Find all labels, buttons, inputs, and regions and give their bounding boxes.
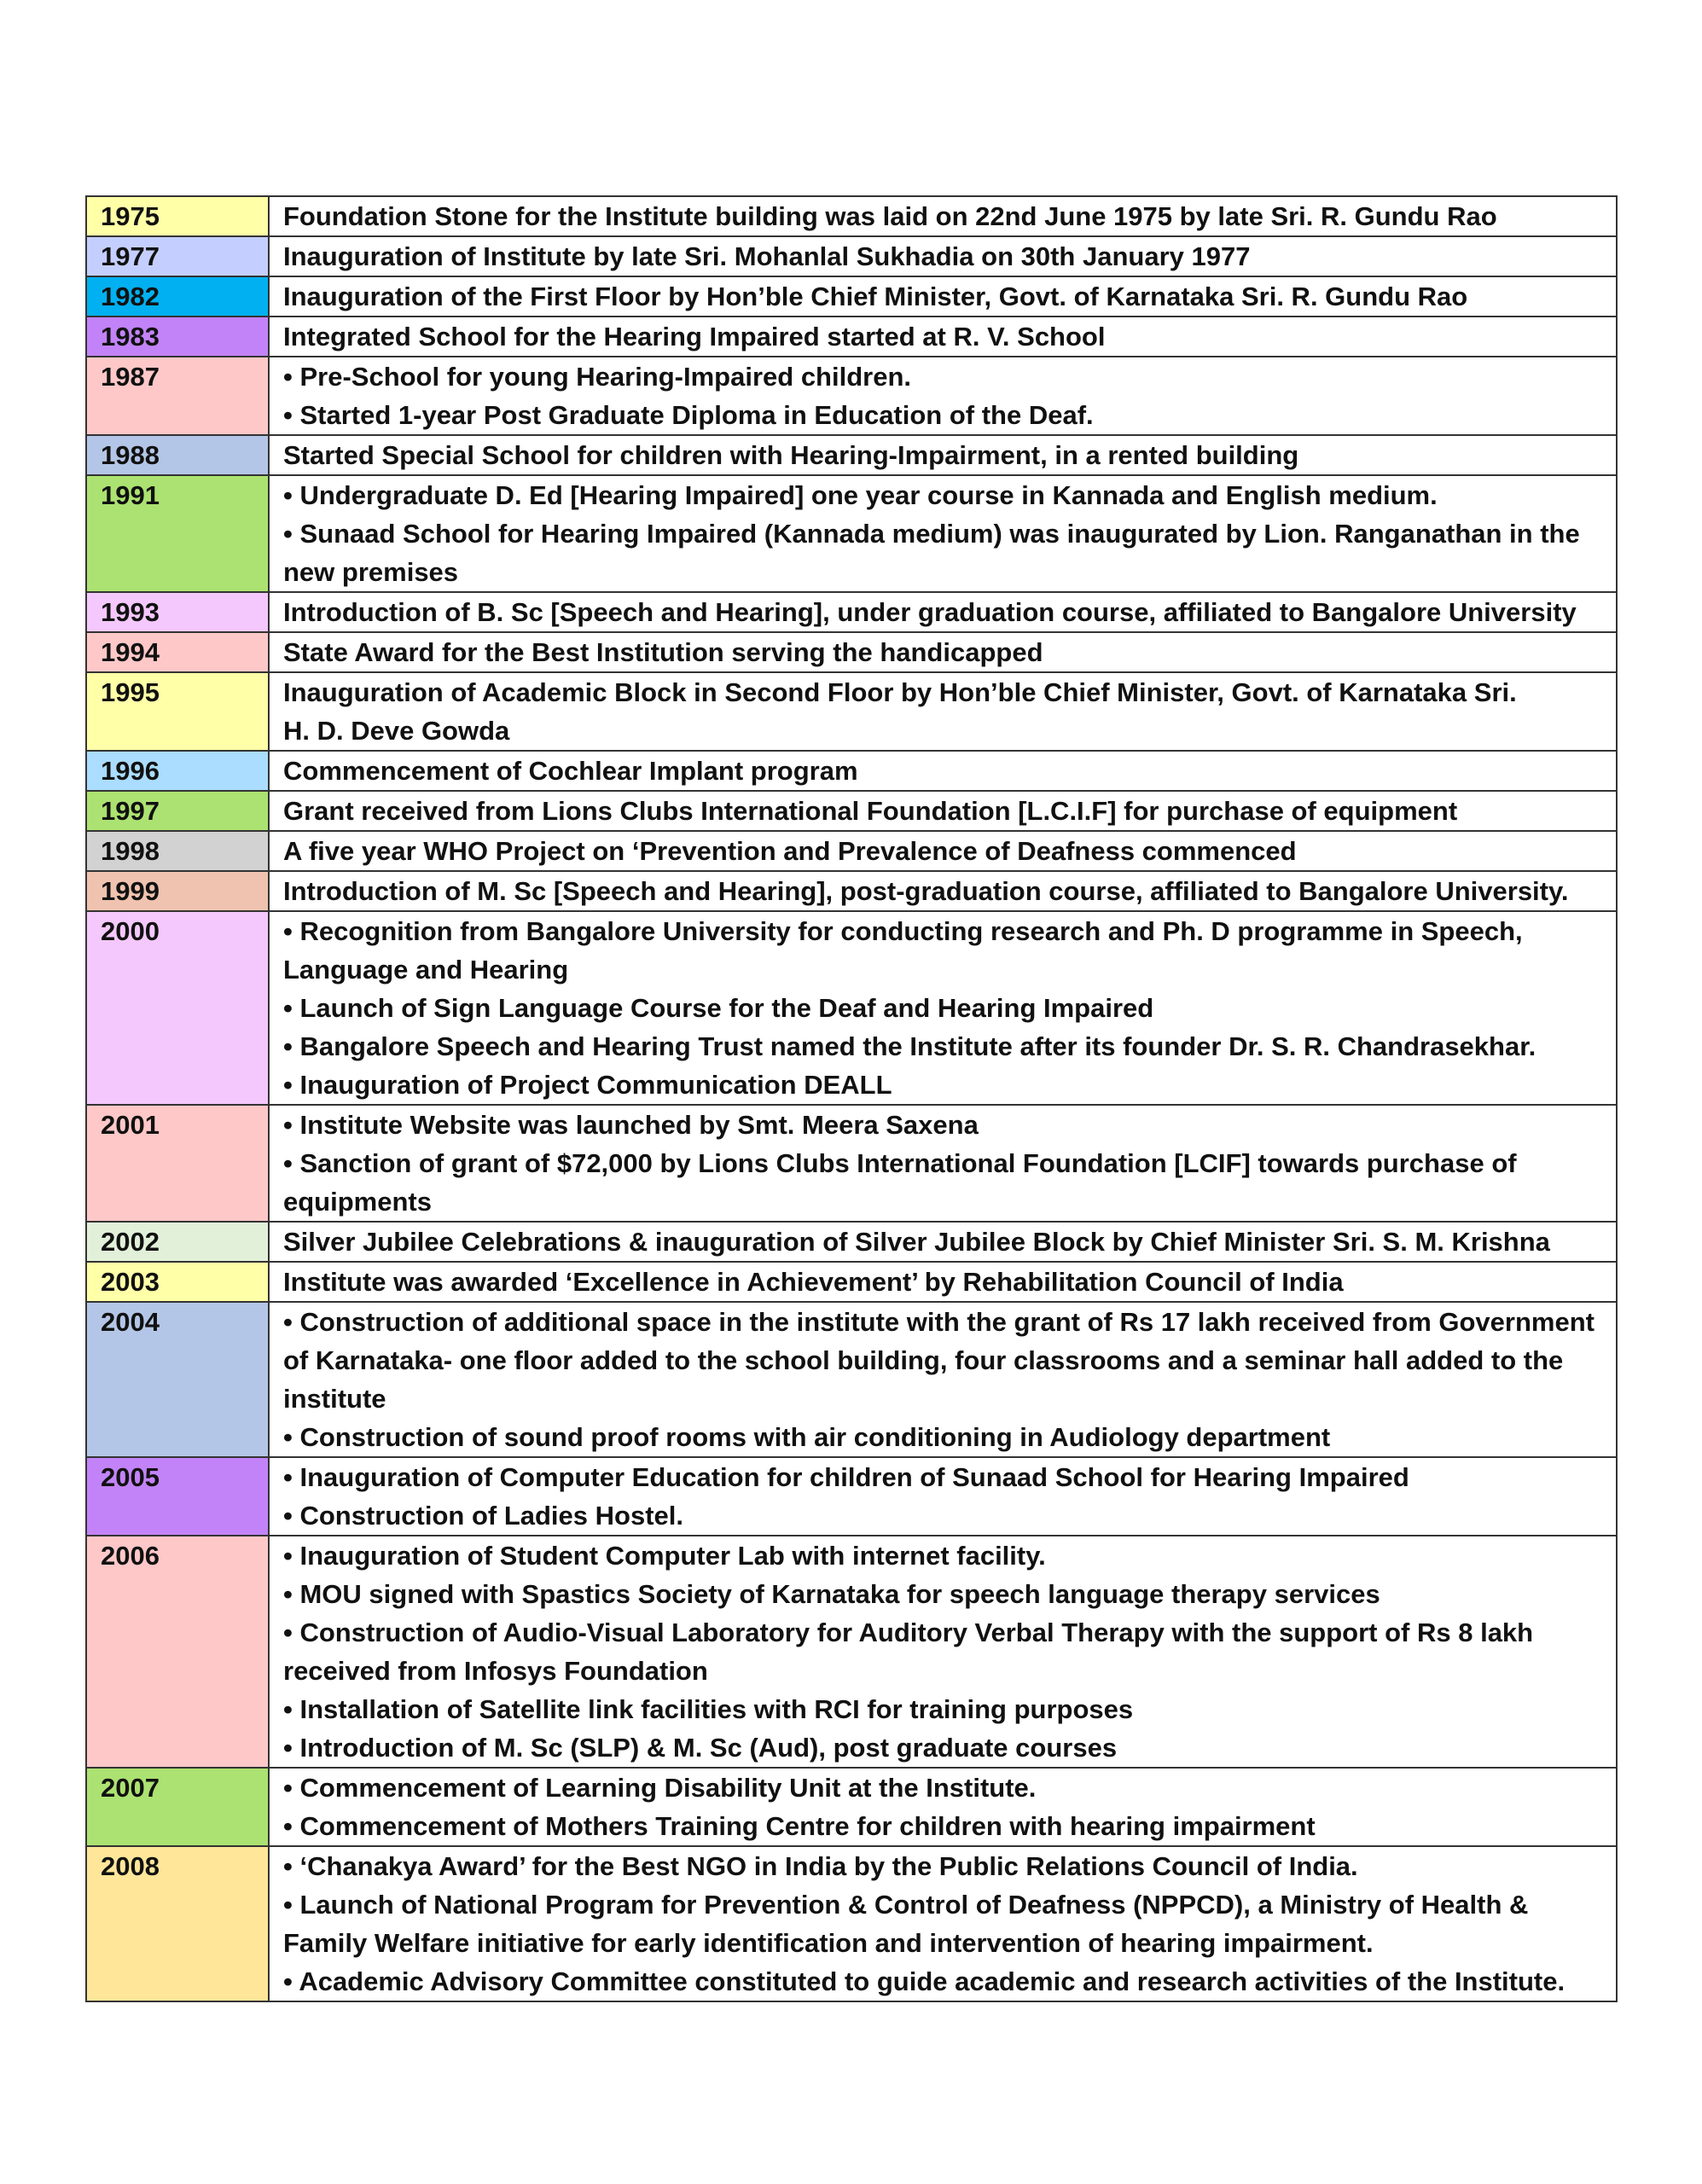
year-cell: 1994 bbox=[86, 632, 269, 672]
year-cell: 2008 bbox=[86, 1846, 269, 2001]
year-cell: 2007 bbox=[86, 1768, 269, 1846]
year-cell: 1987 bbox=[86, 357, 269, 435]
year-cell: 2006 bbox=[86, 1536, 269, 1768]
event-description: Integrated School for the Hearing Impaired started at R. V. School bbox=[269, 317, 1617, 357]
timeline-row bbox=[86, 751, 1617, 791]
event-description: A five year WHO Project on ‘Prevention and Prevalence of Deafness commenced bbox=[269, 831, 1617, 871]
year-cell: 1977 bbox=[86, 236, 269, 276]
event-description: • Inauguration of Computer Education for children of Sunaad School for Hearing Impaired • Construction of Ladies Hostel. bbox=[269, 1457, 1617, 1536]
event-description: Introduction of M. Sc [Speech and Hearing], post-graduation course, affiliated to Bangalore University. bbox=[269, 871, 1617, 911]
year-cell: 1997 bbox=[86, 791, 269, 831]
event-description: Institute was awarded ‘Excellence in Achievement’ by Rehabilitation Council of India bbox=[269, 1262, 1617, 1302]
event-description: Foundation Stone for the Institute building was laid on 22nd June 1975 by late Sri. R. Gundu Rao bbox=[269, 196, 1617, 236]
year-cell: 2001 bbox=[86, 1105, 269, 1222]
event-description: • Inauguration of Student Computer Lab with internet facility. • MOU signed with Spastics Society of Karnataka for speech language therapy services • Construction of Audio-Visual Laboratory for Auditory Verbal Therapy with the support of Rs 8 lakh received from Infosys Foundation • Installation of Satellite link facilities with RCI for training purposes • Introduction of M. Sc (SLP) & M. Sc (Aud), post graduate courses bbox=[269, 1536, 1617, 1768]
event-description: Introduction of B. Sc [Speech and Hearing], under graduation course, affiliated to Bangalore University bbox=[269, 592, 1617, 632]
timeline-row bbox=[86, 911, 1617, 1105]
event-description: Inauguration of Academic Block in Second Floor by Hon’ble Chief Minister, Govt. of Karnataka Sri. H. D. Deve Gowda bbox=[269, 672, 1617, 751]
year-cell: 1983 bbox=[86, 317, 269, 357]
event-description: • ‘Chanakya Award’ for the Best NGO in India by the Public Relations Council of India. • Launch of National Program for Prevention & Control of Deafness (NPPCD), a Ministry of Health & Family Welfare initiative for early identification and intervention of hearing impairment. • Academic Advisory Committee constituted to guide academic and research activities of the Institute. bbox=[269, 1846, 1617, 2001]
year-cell: 1993 bbox=[86, 592, 269, 632]
year-cell: 1991 bbox=[86, 475, 269, 592]
timeline-table bbox=[85, 195, 1618, 2002]
event-description: • Recognition from Bangalore University for conducting research and Ph. D programme in Speech, Language and Hearing • Launch of Sign Language Course for the Deaf and Hearing Impaired • Bangalore Speech and Hearing Trust named the Institute after its founder Dr. S. R. Chandrasekhar. • Inauguration of Project Communication DEALL bbox=[269, 911, 1617, 1105]
event-description: Silver Jubilee Celebrations & inauguration of Silver Jubilee Block by Chief Minister Sri. S. M. Krishna bbox=[269, 1222, 1617, 1262]
timeline-body bbox=[86, 196, 1617, 2001]
timeline-row bbox=[86, 1222, 1617, 1262]
timeline-row bbox=[86, 1105, 1617, 1222]
timeline-row bbox=[86, 1302, 1617, 1457]
timeline-row bbox=[86, 632, 1617, 672]
timeline-row bbox=[86, 435, 1617, 475]
timeline-row bbox=[86, 1536, 1617, 1768]
year-cell: 2004 bbox=[86, 1302, 269, 1457]
timeline-row bbox=[86, 475, 1617, 592]
timeline-row bbox=[86, 791, 1617, 831]
timeline-row bbox=[86, 196, 1617, 236]
event-description: • Institute Website was launched by Smt. Meera Saxena • Sanction of grant of $72,000 by Lions Clubs International Foundation [LCIF] towards purchase of equipments bbox=[269, 1105, 1617, 1222]
year-cell: 2003 bbox=[86, 1262, 269, 1302]
event-description: • Pre-School for young Hearing-Impaired children. • Started 1-year Post Graduate Diploma in Education of the Deaf. bbox=[269, 357, 1617, 435]
year-cell: 2002 bbox=[86, 1222, 269, 1262]
timeline-row bbox=[86, 871, 1617, 911]
event-description: Commencement of Cochlear Implant program bbox=[269, 751, 1617, 791]
event-description: Inauguration of the First Floor by Hon’ble Chief Minister, Govt. of Karnataka Sri. R. Gundu Rao bbox=[269, 276, 1617, 317]
year-cell: 1995 bbox=[86, 672, 269, 751]
timeline-row bbox=[86, 831, 1617, 871]
timeline-row bbox=[86, 276, 1617, 317]
event-description: Grant received from Lions Clubs International Foundation [L.C.I.F] for purchase of equipment bbox=[269, 791, 1617, 831]
timeline-row bbox=[86, 1768, 1617, 1846]
year-cell: 1975 bbox=[86, 196, 269, 236]
year-cell: 2005 bbox=[86, 1457, 269, 1536]
event-description: • Undergraduate D. Ed [Hearing Impaired] one year course in Kannada and English medium. • Sunaad School for Hearing Impaired (Kannada medium) was inaugurated by Lion. Ranganathan in the new premises bbox=[269, 475, 1617, 592]
timeline-row bbox=[86, 317, 1617, 357]
year-cell: 1982 bbox=[86, 276, 269, 317]
year-cell: 2000 bbox=[86, 911, 269, 1105]
year-cell: 1996 bbox=[86, 751, 269, 791]
event-description: • Construction of additional space in the institute with the grant of Rs 17 lakh received from Government of Karnataka- one floor added to the school building, four classrooms and a seminar hall added to the institute • Construction of sound proof rooms with air conditioning in Audiology department bbox=[269, 1302, 1617, 1457]
timeline-row bbox=[86, 592, 1617, 632]
event-description: • Commencement of Learning Disability Unit at the Institute. • Commencement of Mothers Training Centre for children with hearing impairment bbox=[269, 1768, 1617, 1846]
year-cell: 1998 bbox=[86, 831, 269, 871]
year-cell: 1999 bbox=[86, 871, 269, 911]
timeline-row bbox=[86, 1262, 1617, 1302]
timeline-row bbox=[86, 672, 1617, 751]
timeline-row bbox=[86, 1846, 1617, 2001]
timeline-row bbox=[86, 236, 1617, 276]
timeline-row bbox=[86, 1457, 1617, 1536]
event-description: Started Special School for children with Hearing-Impairment, in a rented building bbox=[269, 435, 1617, 475]
timeline-row bbox=[86, 357, 1617, 435]
event-description: State Award for the Best Institution serving the handicapped bbox=[269, 632, 1617, 672]
event-description: Inauguration of Institute by late Sri. Mohanlal Sukhadia on 30th January 1977 bbox=[269, 236, 1617, 276]
year-cell: 1988 bbox=[86, 435, 269, 475]
